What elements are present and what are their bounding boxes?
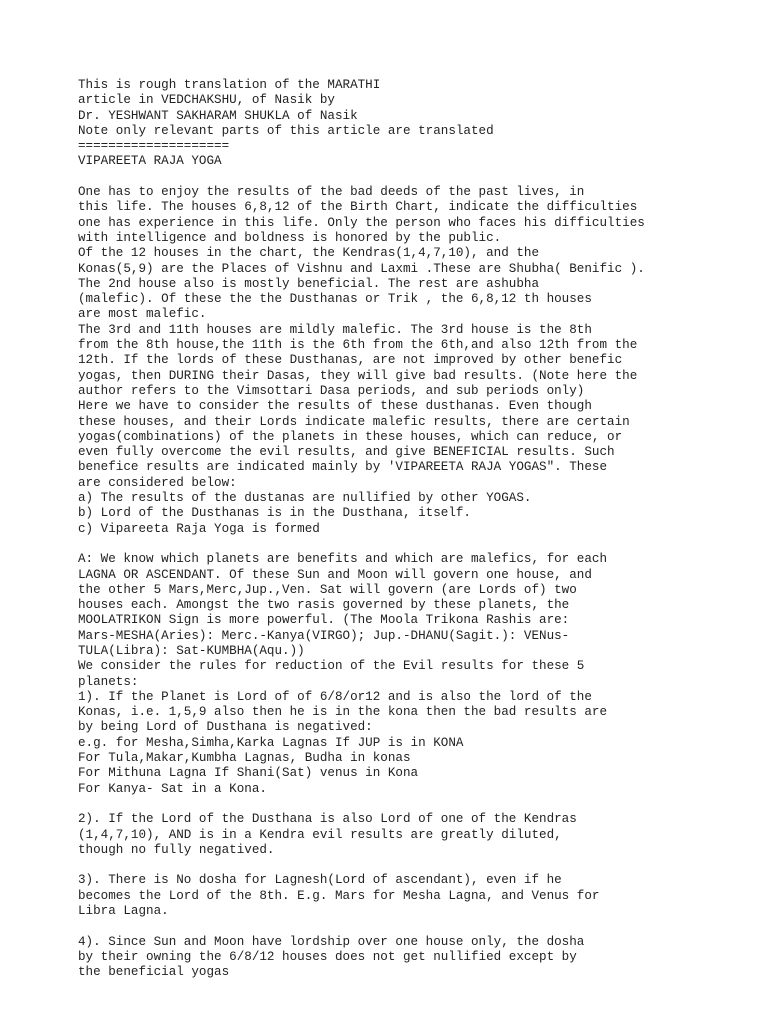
text-line: these houses, and their Lords indicate malefic results, there are certain: [78, 414, 630, 429]
text-line: LAGNA OR ASCENDANT. Of these Sun and Moon will govern one house, and: [78, 567, 592, 582]
text-line: even fully overcome the evil results, and give BENEFICIAL results. Such: [78, 445, 615, 460]
text-line: A: We know which planets are benefits and which are malefics, for each: [78, 552, 608, 567]
text-line: from the 8th house,the 11th is the 6th from the 6th,and also 12th from the: [78, 338, 638, 353]
text-line: Of the 12 houses in the chart, the Kendras(1,4,7,10), and the: [78, 246, 540, 261]
text-line: VIPAREETA RAJA YOGA: [78, 154, 222, 169]
text-line: article in VEDCHAKSHU, of Nasik by: [78, 93, 335, 108]
text-line: by being Lord of Dusthana is negatived:: [78, 720, 373, 735]
text-line: b) Lord of the Dusthanas is in the Dusthana, itself.: [78, 506, 471, 521]
document-page: [78, 78, 758, 981]
blank-line: [78, 537, 758, 552]
text-line: the beneficial yogas: [78, 965, 230, 980]
text-line: by their owning the 6/8/12 houses does not get nullified except by: [78, 949, 577, 964]
text-line: 4). Since Sun and Moon have lordship over one house only, the dosha: [78, 934, 585, 949]
text-line: Konas, i.e. 1,5,9 also then he is in the kona then the bad results are: [78, 705, 608, 720]
text-line: e.g. for Mesha,Simha,Karka Lagnas If JUP is in KONA: [78, 735, 464, 750]
text-line: the other 5 Mars,Merc,Jup.,Ven. Sat will govern (are Lords of) two: [78, 582, 577, 597]
text-line: For Tula,Makar,Kumbha Lagnas, Budha in konas: [78, 751, 411, 766]
text-line: TULA(Libra): Sat-KUMBHA(Aqu.)): [78, 643, 305, 658]
text-line: Dr. YESHWANT SAKHARAM SHUKLA of Nasik: [78, 108, 358, 123]
text-line: ====================: [78, 139, 230, 154]
text-line: This is rough translation of the MARATHI: [78, 78, 381, 92]
text-line: planets:: [78, 674, 139, 689]
blank-line: [78, 797, 758, 812]
text-line: One has to enjoy the results of the bad deeds of the past lives, in: [78, 185, 585, 200]
text-line: For Mithuna Lagna If Shani(Sat) venus in Kona: [78, 766, 419, 781]
text-line: We consider the rules for reduction of the Evil results for these 5: [78, 659, 585, 674]
text-line: Konas(5,9) are the Places of Vishnu and Laxmi .These are Shubha( Benific ).: [78, 261, 645, 276]
text-line: The 3rd and 11th houses are mildly malefic. The 3rd house is the 8th: [78, 322, 592, 337]
text-line: Note only relevant parts of this article are translated: [78, 123, 494, 138]
text-line: though no fully negatived.: [78, 842, 275, 857]
text-line: MOOLATRIKON Sign is more powerful. (The Moola Trikona Rashis are:: [78, 613, 570, 628]
text-line: a) The results of the dustanas are nullified by other YOGAS.: [78, 491, 532, 506]
blank-line: [78, 858, 758, 873]
blank-line: [78, 919, 758, 934]
text-line: this life. The houses 6,8,12 of the Birth Chart, indicate the difficulties: [78, 200, 638, 215]
text-line: Libra Lagna.: [78, 904, 169, 919]
text-line: 12th. If the lords of these Dusthanas, are not improved by other benefic: [78, 353, 623, 368]
text-line: c) Vipareeta Raja Yoga is formed: [78, 521, 320, 536]
text-line: houses each. Amongst the two rasis governed by these planets, the: [78, 598, 570, 613]
text-line: author refers to the Vimsottari Dasa periods, and sub periods only): [78, 383, 585, 398]
text-line: (1,4,7,10), AND is in a Kendra evil results are greatly diluted,: [78, 827, 562, 842]
text-line: yogas(combinations) of the planets in these houses, which can reduce, or: [78, 429, 623, 444]
text-line: benefice results are indicated mainly by 'VIPAREETA RAJA YOGAS". These: [78, 460, 608, 475]
text-line: are considered below:: [78, 475, 237, 490]
text-line: 1). If the Planet is Lord of of 6/8/or12 and is also the lord of the: [78, 689, 592, 704]
text-line: becomes the Lord of the 8th. E.g. Mars for Mesha Lagna, and Venus for: [78, 888, 600, 903]
text-line: with intelligence and boldness is honored by the public.: [78, 230, 502, 245]
text-line: are most malefic.: [78, 307, 207, 322]
text-line: Mars-MESHA(Aries): Merc.-Kanya(VIRGO); Jup.-DHANU(Sagit.): VENus-: [78, 628, 570, 643]
text-line: (malefic). Of these the the Dusthanas or Trik , the 6,8,12 th houses: [78, 292, 592, 307]
text-line: 3). There is No dosha for Lagnesh(Lord of ascendant), even if he: [78, 873, 562, 888]
blank-line: [78, 170, 758, 185]
text-line: For Kanya- Sat in a Kona.: [78, 781, 267, 796]
text-line: 2). If the Lord of the Dusthana is also Lord of one of the Kendras: [78, 812, 577, 827]
text-line: Here we have to consider the results of these dusthanas. Even though: [78, 399, 592, 414]
text-line: one has experience in this life. Only the person who faces his difficulties: [78, 215, 645, 230]
text-line: The 2nd house also is mostly beneficial. The rest are ashubha: [78, 276, 540, 291]
text-line: yogas, then DURING their Dasas, they will give bad results. (Note here the: [78, 368, 638, 383]
